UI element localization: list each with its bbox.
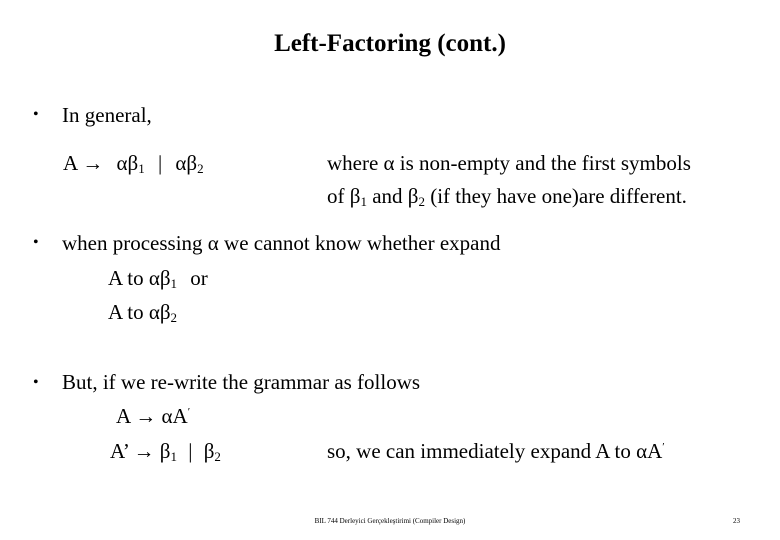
rewrite-rule-1: A → αA′: [116, 404, 191, 428]
rule-lhs: A →: [63, 151, 104, 175]
rule-separator: |: [157, 151, 163, 175]
bullet-marker-1: •: [33, 106, 39, 123]
rewrite-rule-2: A’ → $\beta_1$ | $\beta_2$: [110, 439, 221, 464]
bullet-marker-2: •: [33, 234, 39, 251]
rewrite-conclusion: so, we can immediately expand A to αA′: [327, 439, 665, 463]
expand-option-1: A to $\alpha\beta_1$ or: [108, 266, 208, 291]
expand-option-2: A to $\alpha\beta_2$: [108, 300, 178, 325]
bullet-text-2: when processing α we cannot know whether expand: [62, 231, 501, 255]
bullet-marker-3: •: [33, 374, 39, 391]
slide-title: Left-Factoring (cont.): [274, 30, 506, 57]
bullet-text-1: In general,: [62, 103, 152, 127]
page-number: 23: [733, 517, 740, 525]
bullet-text-3: But, if we re-write the grammar as follows: [62, 370, 421, 394]
footer-course: BIL 744 Derleyici Gerçekleştirimi (Compiler Design): [314, 517, 466, 525]
where-note-line2: of $\beta_1$ and $\beta_2$ (if they have one)are different.: [327, 184, 687, 209]
rule-alt1: $\alpha\beta_1$: [116, 151, 145, 176]
where-note-line1: where α is non-empty and the first symbols: [327, 151, 691, 175]
rule-alt2: $\alpha\beta_2$: [175, 151, 204, 176]
rule-general: [63, 149, 204, 177]
